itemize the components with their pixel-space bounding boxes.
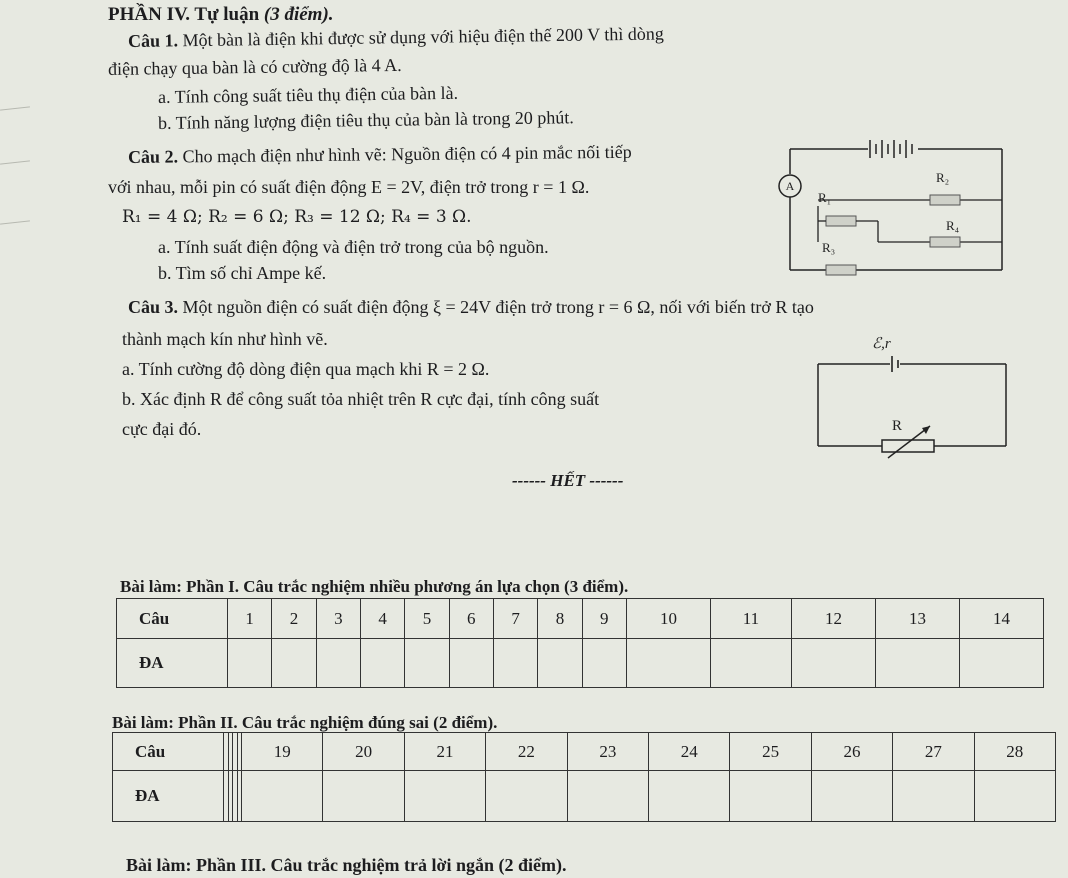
question-number-cell: 9 xyxy=(582,599,626,639)
question-number-cell: 7 xyxy=(493,599,537,639)
row-label-cau: Câu xyxy=(113,733,224,771)
question-number-cell: 22 xyxy=(486,733,567,771)
part1-title: Bài làm: Phần I. Câu trắc nghiệm nhiều phương án lựa chọn (3 điểm). xyxy=(120,577,629,596)
answer-cell[interactable] xyxy=(567,771,648,822)
margin-line-1 xyxy=(0,106,30,110)
q3-part-b2: cực đại đó. xyxy=(122,419,202,439)
question-number-cell: 5 xyxy=(405,599,449,639)
q2-line1 xyxy=(128,141,632,168)
q2-part-a: a. Tính suất điện động và điện trở trong của bộ nguồn. xyxy=(158,237,549,257)
question-number-cell: 13 xyxy=(875,599,959,639)
q2-circuit-diagram xyxy=(778,138,1018,278)
q1-text1: Một bàn là điện khi được sử dụng với hiệu điện thế 200 V thì dòng xyxy=(182,23,664,51)
ammeter-icon xyxy=(779,175,801,197)
label-r: R xyxy=(892,418,903,434)
question-number-cell: 27 xyxy=(893,733,974,771)
part4-heading xyxy=(108,4,334,26)
answer-cell[interactable] xyxy=(582,639,626,688)
answer-cell[interactable] xyxy=(538,639,582,688)
battery-icon xyxy=(870,140,912,158)
resistor-r1 xyxy=(826,216,856,226)
question-number-cell: 26 xyxy=(811,733,892,771)
table-row-questions xyxy=(117,599,1044,639)
q1-line2: điện chạy qua bàn là có cường độ là 4 A. xyxy=(107,54,402,79)
answer-cell[interactable] xyxy=(360,639,404,688)
part1-answer-table xyxy=(116,598,1044,688)
question-number-cell: 25 xyxy=(730,733,811,771)
end-marker: ------ HẾT ------ xyxy=(512,471,624,490)
battery-icon xyxy=(892,356,898,372)
q3-line2: thành mạch kín như hình vẽ. xyxy=(122,329,328,349)
resistor-r2 xyxy=(930,195,960,205)
part4-title: PHẦN IV. Tự luận xyxy=(108,4,260,25)
question-number-cell: 1 xyxy=(228,599,272,639)
q3-part-a: a. Tính cường độ dòng điện qua mạch khi R = 2 Ω. xyxy=(122,359,490,379)
question-number-cell: 12 xyxy=(792,599,876,639)
margin-line-2 xyxy=(0,160,30,164)
label-r4: R₄ xyxy=(946,218,960,233)
q2-line2: với nhau, mỗi pin có suất điện động E = 2V, điện trở trong r = 1 Ω. xyxy=(108,177,590,197)
part3-title: Bài làm: Phần III. Câu trắc nghiệm trả lời ngắn (2 điểm). xyxy=(126,855,567,875)
answer-cell[interactable] xyxy=(875,639,959,688)
svg-text:A: A xyxy=(785,179,795,193)
answer-cell[interactable] xyxy=(449,639,493,688)
rheostat-icon xyxy=(882,426,934,458)
answer-cell[interactable] xyxy=(893,771,974,822)
row-label-cau: Câu xyxy=(117,599,228,639)
part4-score: (3 điểm). xyxy=(263,4,334,25)
question-number-cell: 11 xyxy=(710,599,791,639)
answer-cell[interactable] xyxy=(323,771,404,822)
q3-circuit-diagram xyxy=(806,330,1026,460)
question-number-cell: 4 xyxy=(360,599,404,639)
q3-label: Câu 3. xyxy=(128,297,179,317)
answer-cell[interactable] xyxy=(405,639,449,688)
row-label-da: ĐA xyxy=(117,639,228,688)
answer-cell[interactable] xyxy=(730,771,811,822)
margin-line-3 xyxy=(0,220,30,224)
q3-part-b1: b. Xác định R để công suất tỏa nhiệt trên R cực đại, tính công suất xyxy=(122,389,600,409)
question-number-cell: 3 xyxy=(316,599,360,639)
question-number-cell: 20 xyxy=(323,733,404,771)
resistor-r4 xyxy=(930,237,960,247)
answer-cell[interactable] xyxy=(649,771,730,822)
q2-part-b: b. Tìm số chỉ Ampe kế. xyxy=(158,263,327,283)
question-number-cell: 28 xyxy=(974,733,1055,771)
question-number-cell: 2 xyxy=(272,599,316,639)
answer-cell[interactable] xyxy=(228,639,272,688)
q2-text1: Cho mạch điện như hình vẽ: Nguồn điện có 4 pin mắc nối tiếp xyxy=(182,141,632,167)
resistor-r3 xyxy=(826,265,856,275)
part2-answer-table xyxy=(112,732,1056,822)
answer-cell[interactable] xyxy=(710,639,791,688)
answer-cell[interactable] xyxy=(811,771,892,822)
question-number-cell: 23 xyxy=(567,733,648,771)
answer-cell[interactable] xyxy=(959,639,1043,688)
label-source: ℰ,r xyxy=(872,336,891,352)
answer-cell[interactable] xyxy=(242,771,323,822)
q2-label: Câu 2. xyxy=(127,146,179,167)
table-row-answers xyxy=(113,771,1056,822)
answer-cell[interactable] xyxy=(792,639,876,688)
question-number-cell: 6 xyxy=(449,599,493,639)
table-row-answers xyxy=(117,639,1044,688)
question-number-cell: 10 xyxy=(626,599,710,639)
answer-cell[interactable] xyxy=(404,771,485,822)
row-label-da: ĐA xyxy=(113,771,224,822)
q3-text1: Một nguồn điện có suất điện động ξ = 24V điện trở trong r = 6 Ω, nối với biến trở R tạo xyxy=(182,297,814,317)
table-row-questions xyxy=(113,733,1056,771)
q1-line1 xyxy=(128,23,664,52)
label-r2: R₂ xyxy=(936,170,950,185)
q2-line3: R₁ = 4 Ω; R₂ = 6 Ω; R₃ = 12 Ω; R₄ = 3 Ω. xyxy=(122,207,472,227)
label-r3: R₃ xyxy=(822,240,836,255)
question-number-cell: 14 xyxy=(959,599,1043,639)
answer-cell[interactable] xyxy=(486,771,567,822)
q1-label: Câu 1. xyxy=(127,30,179,51)
part2-title: Bài làm: Phần II. Câu trắc nghiệm đúng sai (2 điểm). xyxy=(112,713,498,732)
answer-cell[interactable] xyxy=(626,639,710,688)
question-number-cell: 19 xyxy=(242,733,323,771)
answer-cell[interactable] xyxy=(272,639,316,688)
label-r1: R₁ xyxy=(818,190,832,205)
question-number-cell: 24 xyxy=(649,733,730,771)
q1-part-b: b. Tính năng lượng điện tiêu thụ của bàn là trong 20 phút. xyxy=(157,107,574,133)
question-number-cell: 21 xyxy=(404,733,485,771)
answer-cell[interactable] xyxy=(316,639,360,688)
q3-line1 xyxy=(128,296,814,318)
question-number-cell: 8 xyxy=(538,599,582,639)
answer-cell[interactable] xyxy=(974,771,1055,822)
q1-part-a: a. Tính công suất tiêu thụ điện của bàn là. xyxy=(157,82,459,107)
answer-cell[interactable] xyxy=(493,639,537,688)
